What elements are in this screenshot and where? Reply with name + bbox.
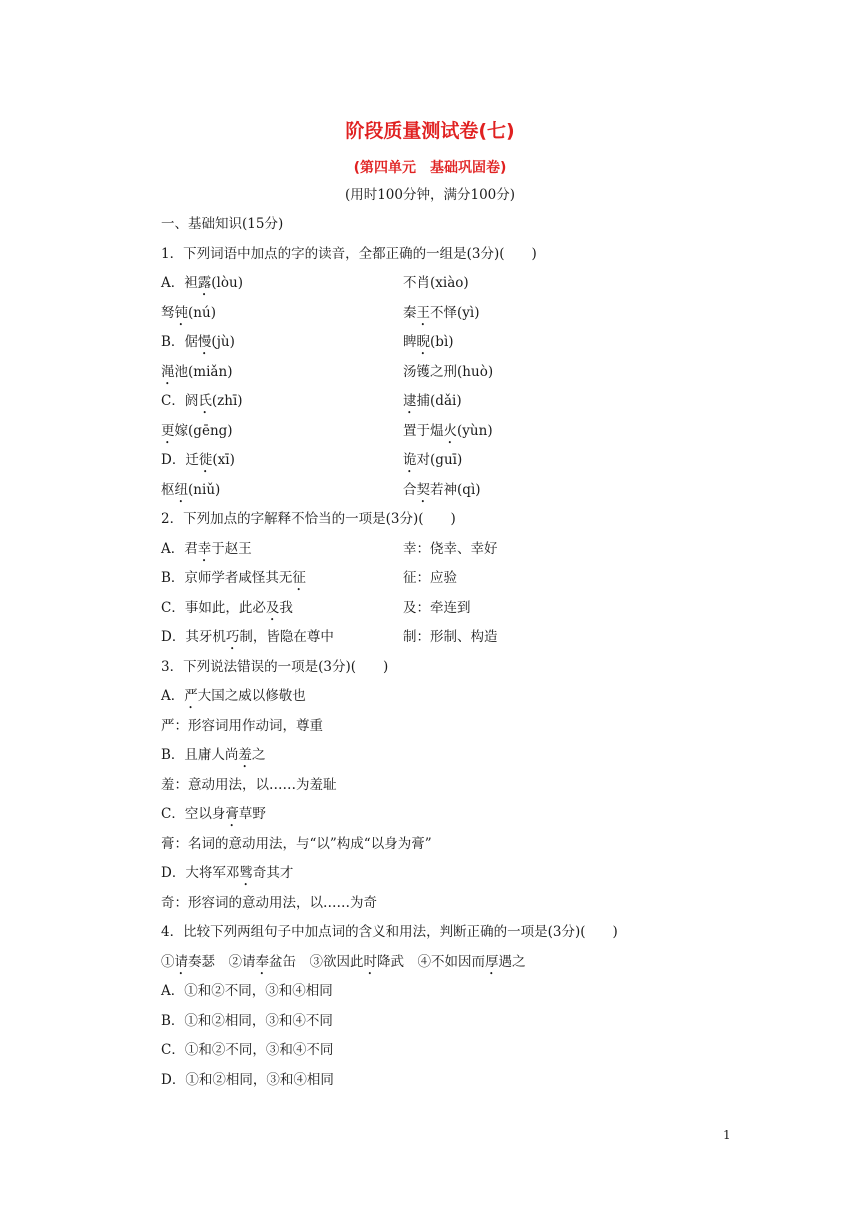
- text-line: [161, 387, 721, 417]
- text-line: [161, 417, 721, 447]
- line-text: 4．比较下列两组句子中加点词的含义和用法，判断正确的一项是(3分)( ): [161, 924, 618, 940]
- line-text: D．①和②相同，③和④相同: [161, 1071, 334, 1088]
- text-line: [161, 476, 721, 506]
- line-text: C．事如此，此必及我: [161, 599, 293, 616]
- line-text-right: 汤镬之刑(huò): [403, 363, 494, 380]
- text-line: [161, 918, 721, 948]
- exam-meta: (用时100分钟，满分100分): [344, 187, 516, 203]
- line-text: ①请奏瑟 ②请奉盆缶 ③欲因此时降武 ④不如因而厚遇之: [161, 953, 526, 970]
- line-text: 渑池(miǎn): [161, 363, 233, 380]
- question-body: [161, 210, 721, 1095]
- text-line: [161, 594, 721, 624]
- text-line: [161, 977, 721, 1007]
- text-line: [161, 623, 721, 653]
- text-line: [161, 328, 721, 358]
- text-line: [161, 889, 721, 919]
- line-text-right: 逮捕(dǎi): [403, 393, 462, 409]
- line-text-right: 不肖(xiào): [403, 275, 469, 291]
- text-line: [161, 830, 721, 860]
- line-text: D．大将军邓骘奇其才: [161, 865, 294, 881]
- text-line: [161, 505, 721, 535]
- line-text: A．袒露(lòu): [161, 275, 243, 291]
- line-text: D．迁徙(xī): [161, 452, 235, 468]
- text-line: [161, 210, 721, 240]
- line-text: A．严大国之威以修敬也: [161, 688, 306, 704]
- line-text: 膏：名词的意动用法，与“以”构成“以身为膏”: [161, 835, 432, 852]
- text-line: [161, 1066, 721, 1096]
- line-text: B．且庸人尚羞之: [161, 747, 266, 763]
- line-text-right: 秦王不怿(yì): [403, 304, 480, 321]
- text-line: [161, 1007, 721, 1037]
- line-text: B．京师学者咸怪其无征: [161, 570, 306, 586]
- text-line: [161, 564, 721, 594]
- line-text: D．其牙机巧制，皆隐在尊中: [161, 629, 334, 645]
- line-text: 驽钝(nú): [161, 304, 216, 321]
- line-text: 羞：意动用法，以……为羞耻: [161, 776, 337, 793]
- line-text: 一、基础知识(15分): [161, 216, 284, 232]
- line-text-right: 置于煴火(yùn): [403, 422, 493, 439]
- line-text-right: 诡对(guī): [403, 452, 463, 468]
- line-text: 枢纽(niǔ): [161, 481, 221, 498]
- text-line: [161, 653, 721, 683]
- text-line: [161, 1036, 721, 1066]
- text-line: [161, 948, 721, 978]
- line-text: 更嫁(gēng): [161, 422, 233, 439]
- line-text: 奇：形容词的意动用法，以……为奇: [161, 894, 377, 911]
- line-text: A．①和②不同，③和④相同: [161, 983, 333, 999]
- line-text: B．倨慢(jù): [161, 334, 235, 350]
- line-text-right: 睥睨(bì): [403, 334, 454, 350]
- line-text: 1．下列词语中加点的字的读音，全都正确的一组是(3分)( ): [161, 245, 537, 262]
- line-text-right: 制：形制、构造: [403, 629, 498, 645]
- line-text: C．阏氏(zhī): [161, 393, 243, 409]
- text-line: [161, 299, 721, 329]
- line-text-right: 及：牵连到: [403, 599, 471, 616]
- text-line: [161, 682, 721, 712]
- page-number: 1: [723, 1128, 731, 1142]
- text-line: [161, 446, 721, 476]
- line-text: 严：形容词用作动词，尊重: [161, 717, 323, 734]
- line-text: 2．下列加点的字解释不恰当的一项是(3分)( ): [161, 511, 456, 527]
- text-line: [161, 800, 721, 830]
- line-text: 3．下列说法错误的一项是(3分)( ): [161, 658, 389, 675]
- exam-title: 阶段质量测试卷(七): [345, 120, 515, 142]
- line-text: B．①和②相同，③和④不同: [161, 1012, 333, 1029]
- line-text: C．空以身膏草野: [161, 806, 266, 822]
- text-line: [161, 859, 721, 889]
- text-line: [161, 712, 721, 742]
- text-line: [161, 240, 721, 270]
- exam-subtitle: (第四单元 基础巩固卷): [353, 160, 507, 176]
- line-text: A．君幸于赵王: [161, 540, 252, 557]
- line-text: C．①和②不同，③和④不同: [161, 1042, 334, 1058]
- line-text-right: 征：应验: [403, 570, 457, 586]
- text-line: [161, 269, 721, 299]
- text-line: [161, 535, 721, 565]
- text-line: [161, 358, 721, 388]
- text-line: [161, 741, 721, 771]
- text-line: [161, 771, 721, 801]
- line-text-right: 合契若神(qì): [403, 481, 481, 498]
- line-text-right: 幸：侥幸、幸好: [403, 540, 498, 557]
